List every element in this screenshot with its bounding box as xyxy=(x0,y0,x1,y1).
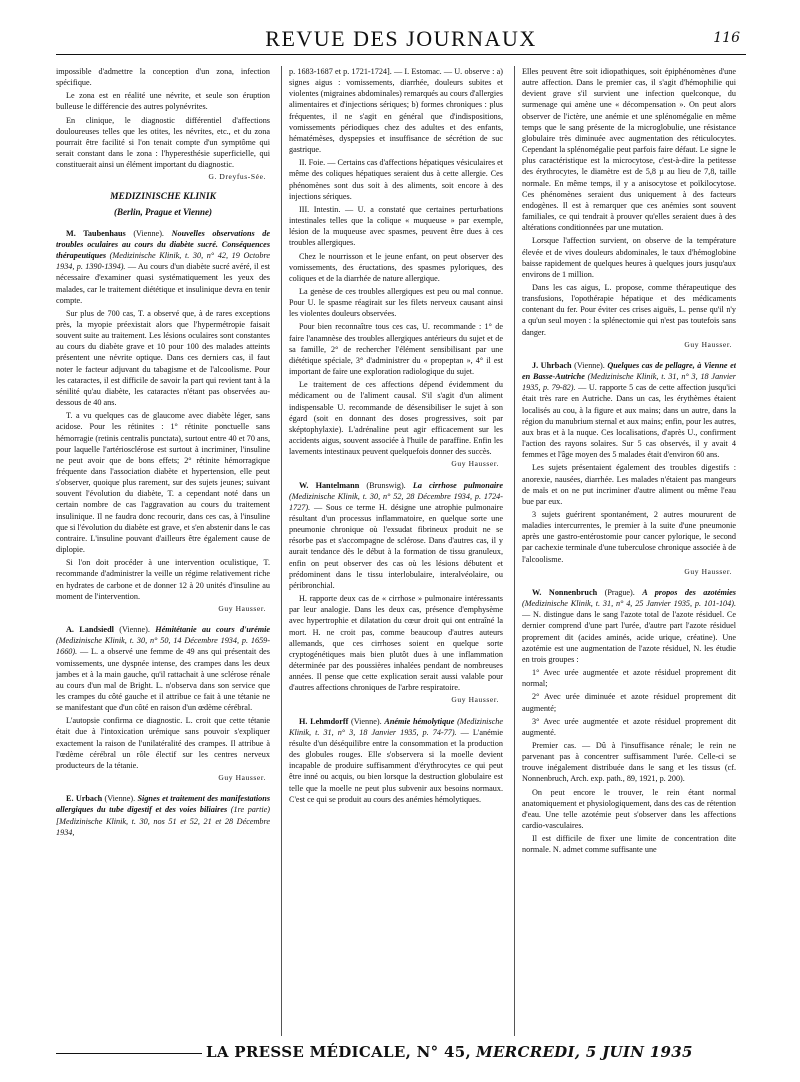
article-title: Quelques cas de pellagre, à Vienne et en Basse-Autriche xyxy=(522,360,736,382)
paragraph: Pour bien reconnaître tous ces cas, U. recommande : 1° de faire l'anamnèse des troubles allergiques antérieurs du sujet et de sa famille, 2° de rechercher l'élément sensibilisant par une diététique spéciale, 3° d'administrer du « propeptan », 4° il est important de faire une exploration radiologique du sujet. xyxy=(289,322,503,377)
column-3 xyxy=(522,66,736,1036)
article-urbach xyxy=(56,793,270,838)
paragraph: — L. a observé une femme de 49 ans qui présentait des vomissements, une dyspnée intense, des crampes dans les deux jambes et à la main gauche, qu'il rattachait à une sclérose rénale au cours d'un mal de Bright. L. n'observa dans son service que les crampes du côté gauche et il attribue ce fait à une tétanie ne se manifestant que d'un côté en raison d'un œdème cérébral. xyxy=(56,647,270,713)
article-author: A. Landsiedl xyxy=(66,625,114,635)
article-title: Anémie hémolytique xyxy=(384,716,455,726)
article-title: Hémitétanie au cours d'urémie xyxy=(155,625,270,635)
article-title: A propos des azotémies xyxy=(642,587,736,597)
paragraph: L'autopsie confirma ce diagnostic. L. croit que cette tétanie était due à l'intoxication urémique sans pouvoir s'expliquer exactement la raison de l'unilatéralité des crampes. Il attribue à l'œdème cérébral un rôle électif sur les centres nerveux producteurs de la tétanie. xyxy=(56,716,270,770)
paragraph: Il est difficile de fixer une limite de concentration dite normale. N. admet comme suffisante une xyxy=(522,834,736,855)
article-place: (Brunswig). xyxy=(359,480,413,490)
signature: G. Dreyfus-Sée. xyxy=(208,172,266,182)
article-title: Nouvelles observations de troubles oculaires au cours du diabète sucré. Conséquences thérapeutiques xyxy=(56,228,270,261)
article-title: La cirrhose pulmonaire xyxy=(412,480,503,490)
page-footer xyxy=(206,1043,766,1061)
paragraph: Lorsque l'affection survient, on observe de la température élevée et de vives douleurs abdominales, le taux d'hémoglobine baisse rapidement de quelques heures à quelques jours jusqu'aux environs de 1 million. xyxy=(522,236,736,279)
article-place: (Vienne). xyxy=(125,228,172,238)
section-title: MEDIZINISCHE KLINIK xyxy=(110,191,216,202)
paragraph: 1° Avec urée augmentée et azote résiduel proprement dit normal; xyxy=(522,668,736,689)
signature: Guy Hausser. xyxy=(218,603,266,613)
footer-rule xyxy=(56,1053,202,1054)
paragraph: La genèse de ces troubles allergiques est peu ou mal connue. Pour U. le spasme réagirait sur les filets nerveux causant ainsi les violentes douleurs observées. xyxy=(289,286,503,319)
article-citation: (Medizinische Klinik, t. 31, n° 3, 18 Janvier 1935, p. 79-82). xyxy=(522,372,736,393)
article-place: (Vienne). xyxy=(571,360,608,370)
paragraph: 3° Avec urée augmentée et azote résiduel proprement dit augmenté. xyxy=(522,716,736,737)
article-citation: (Medizinische Klinik, t. 31, n° 4, 25 Janvier 1935, p. 101-104). xyxy=(522,599,736,609)
page-number: 116 xyxy=(713,30,740,46)
signature: Guy Hausser. xyxy=(218,773,266,783)
page-header xyxy=(56,24,746,55)
paragraph: H. rapporte deux cas de « cirrhose » pulmonaire intéressants par leur analogie. Dans les deux cas, présence d'emphysème avec hypertrophie et dilatation du cœur droit qui ont entraîné la mort. H. ne croit pas, comme beaucoup d'autres auteurs allemands, que ces cirrhoses soient en quelque sorte cryptogénétiques mais bien plutôt dues à une inflammation déterminée par des poussières inhalées pendant de nombreuses années. Il pense que cette explication serait aussi valable pour d'autres affections chroniques de l'arbre respiratoire. xyxy=(289,594,503,693)
paragraph: Sur plus de 700 cas, T. a observé que, à de rares exceptions près, la myopie préexistait alors que l'hypermétropie faisait souvent suite au traitement. Les lésions oculaires sont constantes au cours du diabète grave et 10 pour 100 des malades atteints présentent une névrite optique. Dans ces derniers cas, il faut noter le facteur adjuvant du tabagisme et de l'alcoolisme. Pour les cataractes, il est difficile de savoir la part qui revient tant à la sénilité qu'au diabète, les cataractes n'étant pas observées au-dessous de 40 ans. xyxy=(56,308,270,408)
article-citation: (Medizinische Klinik, t. 31, n° 3, 18 Janvier 1935, p. 74-77). xyxy=(289,716,503,737)
paragraph: Les sujets présentaient également des troubles digestifs : anorexie, nausées, diarrhée. Les malades n'étaient pas mangeurs de maïs et on ne put incriminer d'autre aliment ou même l'eau bue par eux. xyxy=(522,463,736,506)
article-lehmdorff xyxy=(289,716,503,805)
footer-date: MERCREDI, 5 JUIN 1935 xyxy=(476,1043,693,1061)
signature: Guy Hausser. xyxy=(684,566,732,576)
paragraph: — U. rapporte 5 cas de cette affection jusqu'ici était très rare en Autriche. Dans un cas, les érythèmes étaient localisés au cou, à la figure et aux mains; dans un autre, dans la région du manubrium sternal et aux mains; enfin, pour les autres, aux bras et à la nuque. Ces localisations, d'après U., confirment l'action des rayons solaires. Sur 5 cas observés, il y avait 4 femmes et l'âge moyen des 5 malades était d'environ 60 ans. xyxy=(522,383,736,460)
column-1 xyxy=(56,66,270,1036)
column-divider xyxy=(514,66,515,1036)
article-citation: (Medizinische Klinik, t. 30, n° 52, 28 Décembre 1934, p. 1724-1727). xyxy=(289,491,503,512)
article-taubenhaus xyxy=(56,228,270,614)
paragraph: — Au cours d'un diabète sucré avéré, il est nécessaire d'examiner quasi systématiquement les yeux des malades, car le traitement diététique et insulinique devra en tenir compte. xyxy=(56,262,270,305)
article-citation: (1re partie) [Medizinische Klinik, t. 30, nos 51 et 52, 21 et 28 Décembre 1934, xyxy=(56,805,270,837)
article-landsiedl xyxy=(56,624,270,783)
article-place: (Vienne). xyxy=(102,794,138,804)
paragraph: II. Foie. — Certains cas d'affections hépatiques vésiculaires et même des coliques hépatiques seraient dus à cette allergie. Ces phénomènes sont dus soit à des aliments, soit encore à des injections sériques. xyxy=(289,158,503,201)
paragraph: En clinique, le diagnostic différentiel d'affections douloureuses telles que les otites, les névrites, etc., et du zona pourrait être facilité si l'on tenait compte d'un symptôme qui serait constant dans le zona : l'hyperesthésie superficielle, qui constituerait ainsi un élément important du diagnostic. xyxy=(56,115,270,170)
column-divider xyxy=(281,66,282,1036)
article-citation: (Medizinische Klinik, t. 30, n° 50, 14 Décembre 1934, p. 1659-1660). xyxy=(56,636,270,657)
footer-journal: LA PRESSE MÉDICALE, N° 45, xyxy=(206,1043,471,1061)
paragraph: — N. distingue dans le sang l'azote total de l'azote résiduel. Ce dernier comprend d'une part l'urée, d'autre part l'azote résiduel proprement dit (acides aminés, acide urique, créatine). Une azotémie est une augmentation de l'azote résiduel, N. les étudie en trois groupes : xyxy=(522,610,736,664)
paragraph: — Sous ce terme H. désigne une atrophie pulmonaire résultant d'un processus inflammatoire, en quelque sorte une pneumonie chronique où l'exsudat fibrineux produit ne se résorbe pas et s'accompagne de sclérose. Dans d'autres cas, il y aurait tendance dès le début à la formation de tissu granuleux, enfin on peut observer des cas où les lésions débutent et prédominent dans le tissu interlobulaire, interalvéolaire, ou péribronchial. xyxy=(289,502,503,590)
article-nonnenbruch xyxy=(522,587,736,856)
article-place: (Prague). xyxy=(597,587,643,597)
section-subtitle: (Berlin, Prague et Vienne) xyxy=(113,206,212,217)
paragraph: III. Intestin. — U. a constaté que certaines perturbations intestinales telles que la colique « muqueuse » par exemple, lésion de la muqueuse avec spasmes, peuvent être dues à ces troubles allergiques. xyxy=(289,204,503,248)
paragraph: Si l'on doit procéder à une intervention oculistique, T. recommande d'administrer la veille un régime relativement riche en hydrates de carbone et de donner 12 à 20 unités d'insuline au moment de l'intervention. xyxy=(56,558,270,601)
article-author: W. Nonnenbruch xyxy=(532,587,598,597)
signature: Guy Hausser. xyxy=(451,459,499,469)
paragraph: Premier cas. — Dû à l'insuffisance rénale; le rein ne parvenant pas à concentrer suffisamment l'urée. Celle-ci se trouve inégalement distribuée dans le sang et les tissus (cf. Nonnenbruch, Arch. exp. path., 89, 1921, p. 200). xyxy=(522,740,736,784)
article-author: E. Urbach xyxy=(66,794,103,804)
signature: Guy Hausser. xyxy=(684,339,732,349)
paragraph: 3 sujets guérirent spontanément, 2 autres moururent de maladies intercurrentes, le premier à la suite d'une pneumonie après une gastro-entérostomie pour cancer pylorique, le second par cachexie terminale d'une tuberculose chronique associée à de l'alcoolisme. xyxy=(522,509,736,564)
article-title: Signes et traitement des manifestations allergiques du tube digestif et des voies biliaires xyxy=(56,794,270,815)
paragraph: — L'anémie résulte d'un déséquilibre entre la consommation et la production des globules rouges. Elle s'observera si la moelle devient incapable de produire suffisamment d'érythrocytes ce qui peut être inné ou acquis, ou bien lorsque la destruction globulaire est telle que la moelle ne peut plus subvenir aux besoins normaux. C'est ce qui se produit au cours des anémies hémolytiques. xyxy=(289,727,503,804)
paragraph: Elles peuvent être soit idiopathiques, soit épiphénomènes d'une autre affection. Dans le premier cas, il s'agit d'hémophilie qui devient grave s'il survient une infection quelconque, du surmenage qui amène une « décompensation ». On peut alors observer de l'ictère, une anémie et une splénomégalie en même temps que le sang présente de la microglobulie, une résistance globulaire très diminuée avec augmentation des réticulocytes. Cependant la splénomégalie peut parfois faire défaut. Le signe le plus caractéristique est la microcytose, c'est-à-dire la petitesse des érythrocytes, le diamètre est de 5,8 µ au lieu de 7,8, taille normale. En même temps, il y a anisocytose et poïkilocytose. Ces phénomènes seraient dus uniquement à des facteurs endogènes. Il est à remarquer que ces anémies sont souvent familiales, ce qui tendrait à prouver qu'elles seraient dues à des altérations conditionnées par une mutation. xyxy=(522,67,736,233)
article-author: J. Uhrbach xyxy=(532,360,572,370)
signature: Guy Hausser. xyxy=(451,695,499,705)
paragraph: p. 1683-1687 et p. 1721-1724]. — I. Estomac. — U. observe : a) signes aigus : vomissements, diarrhée, douleurs subites et violentes (migraines abdominales) remarqués au cours d'allergies alimentaires et d'injections sériques; b) formes chroniques : plus fréquentes, il ne s'agit en général que d'indispositions, vomissements périodiques chez des adultes et des enfants, hématémèses, dyspepsies et insuffisance de sécrétion de suc gastrique. xyxy=(289,67,503,155)
paragraph: Le zona est en réalité une névrite, et seule son éruption bulleuse le différencie des autres polynévrites. xyxy=(56,91,270,112)
article-author: M. Taubenhaus xyxy=(66,228,126,238)
paragraph: Dans les cas aigus, L. propose, comme thérapeutique des transfusions, l'opothérapie hépatique et des médicaments contenant du fer. Pour éviter ces crises aiguës, L. pense qu'il n'y a qu'un seul moyen : la splénectomie qui n'est pas toutefois sans danger. xyxy=(522,282,736,337)
paragraph: Le traitement de ces affections dépend évidemment du médicament ou de l'aliment causal. S'il s'agit d'un aliment indispensable U. recommande de désensibiliser le sujet à son égard (soit en donnant des doses progressives, soit par sképtophylaxie). L'adrénaline peut agir efficacement sur les accidents aigus, souvent associée à l'huile de paraffine. Enfin les lavements intestinaux peuvent quelquefois donner des succès. xyxy=(289,380,503,457)
article-author: W. Hantelmann xyxy=(299,480,360,490)
column-2 xyxy=(289,66,503,1036)
article-citation: (Medizinische Klinik, t. 30, n° 42, 19 Octobre 1934, p. 1390-1394). xyxy=(56,251,270,272)
paragraph: impossible d'admettre la conception d'un zona, infection spécifique. xyxy=(56,67,270,88)
paragraph: 2° Avec urée diminuée et azote résiduel proprement dit augmenté; xyxy=(522,692,736,713)
article-uhrbach xyxy=(522,360,736,577)
article-place: (Vienne). xyxy=(113,625,156,635)
paragraph: Chez le nourrisson et le jeune enfant, on peut observer des vomissements, des éructations, des spasmes pyloriques, des coliques et de la diarrhée de nature allergique. xyxy=(289,251,503,283)
article-place: (Vienne). xyxy=(348,716,385,726)
paragraph: On peut encore le trouver, le rein étant normal anatomiquement et physiologiquement, dans des cas de rétention d'eau. Une telle azotémie peut s'observer dans les affections cardio-vasculaires. xyxy=(522,787,736,831)
paragraph: T. a vu quelques cas de glaucome avec diabète léger, sans acidose. Pour les rétinites : 1° rétinite ponctuelle sans hémorragie (retinis centralis punctata), surtout entre 40 et 70 ans, pour laquelle l'artériosclérose est surtout à incriminer, l'insuline ne peut avoir que de bons effets; 2° rétinite hémorragique fréquente dans l'association diabète et hypertension, elle peut s'observer, quoique plus rarement, sur des sujets jeunes; suivant souvent l'évolution du diabète, T. a cependant noté dans un certain nombre de cas l'aggravation au cours du traitement insulinique. Il ne faudra donc recourir, dans ces cas, à l'insuline que si l'évolution du diabète est grave, et s'en abstenir dans le cas contraire. L'insuline pouvant d'ailleurs être également cause de diplopie. xyxy=(56,411,270,555)
text-columns xyxy=(56,66,746,1036)
article-hantelmann xyxy=(289,480,503,706)
journal-section-title: REVUE DES JOURNAUX xyxy=(265,26,537,51)
article-author: H. Lehmdorff xyxy=(299,716,349,726)
